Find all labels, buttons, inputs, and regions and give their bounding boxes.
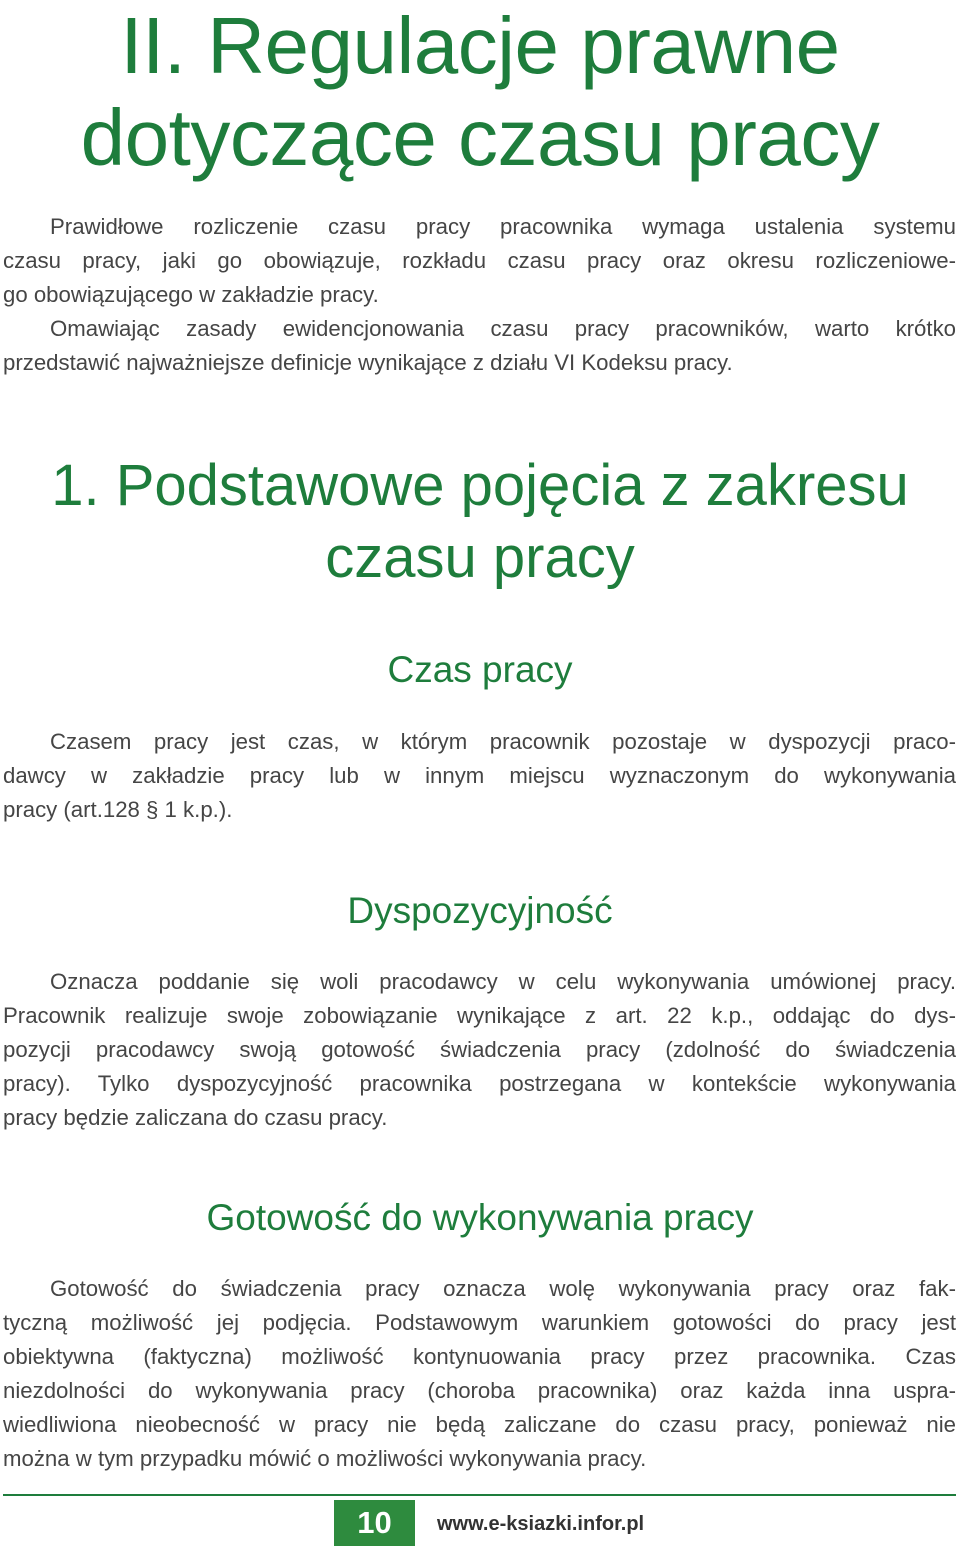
footer-divider xyxy=(3,1494,956,1496)
chapter-title xyxy=(0,0,960,184)
definition-line: pozycji pracodawcy swoją gotowość świadczenia pracy (zdolność do świadczenia xyxy=(3,1037,956,1062)
definition-line: pracy (art.128 § 1 k.p.). xyxy=(3,797,233,822)
definition-line: tyczną możliwość jej podjęcia. Podstawowym warunkiem gotowości do pracy jest xyxy=(3,1310,956,1335)
section-title xyxy=(0,450,960,594)
chapter-title-line: II. Regulacje prawne xyxy=(120,1,840,90)
definition-line: niezdolności do wykonywania pracy (choroba pracownika) oraz każda inna uspra- xyxy=(3,1378,956,1403)
definition-body-gotowosc xyxy=(3,1272,956,1476)
definition-line: dawcy w zakładzie pracy lub w innym miejscu wyznaczonym do wykonywania xyxy=(3,763,956,788)
intro-line: go obowiązującego w zakładzie pracy. xyxy=(3,282,379,307)
footer-url[interactable]: www.e-ksiazki.infor.pl xyxy=(437,1513,645,1535)
section-title-line: 1. Podstawowe pojęcia z zakresu xyxy=(51,453,909,518)
definition-heading-czas-pracy: Czas pracy xyxy=(387,649,573,690)
definition-line: Gotowość do świadczenia pracy oznacza wolę wykonywania pracy oraz fak- xyxy=(50,1276,956,1301)
page-number: 10 xyxy=(334,1500,415,1546)
definition-body-czas-pracy xyxy=(3,725,956,827)
intro-paragraph xyxy=(3,210,956,380)
definition-line: wiedliwiona nieobecność w pracy nie będą zaliczane do czasu pracy, ponieważ nie xyxy=(3,1412,956,1437)
definition-heading-gotowosc: Gotowość do wykonywania pracy xyxy=(206,1197,754,1238)
chapter-title-line: dotyczące czasu pracy xyxy=(80,93,880,182)
definition-line: pracy będzie zaliczana do czasu pracy. xyxy=(3,1105,388,1130)
intro-line: czasu pracy, jaki go obowiązuje, rozkładu czasu pracy oraz okresu rozliczeniowe- xyxy=(3,248,956,273)
intro-line: Omawiając zasady ewidencjonowania czasu pracy pracowników, warto krótko xyxy=(50,316,956,341)
definition-body-dyspozycyjnosc xyxy=(3,965,956,1135)
intro-line: przedstawić najważniejsze definicje wynikające z działu VI Kodeksu pracy. xyxy=(3,350,733,375)
definition-line: obiektywna (faktyczna) możliwość kontynuowania pracy przez pracownika. Czas xyxy=(3,1344,956,1369)
definition-line: Pracownik realizuje swoje zobowiązanie wynikające z art. 22 k.p., oddając do dys- xyxy=(3,1003,956,1028)
definition-line: Czasem pracy jest czas, w którym pracownik pozostaje w dyspozycji praco- xyxy=(50,729,956,754)
definition-heading-dyspozycyjnosc: Dyspozycyjność xyxy=(347,890,613,931)
definition-line: Oznacza poddanie się woli pracodawcy w celu wykonywania umówionej pracy. xyxy=(50,969,956,994)
intro-line: Prawidłowe rozliczenie czasu pracy pracownika wymaga ustalenia systemu xyxy=(50,214,956,239)
section-title-line: czasu pracy xyxy=(325,525,635,590)
definition-line: można w tym przypadku mówić o możliwości wykonywania pracy. xyxy=(3,1446,647,1471)
definition-line: pracy). Tylko dyspozycyjność pracownika postrzegana w kontekście wykonywania xyxy=(3,1071,956,1096)
